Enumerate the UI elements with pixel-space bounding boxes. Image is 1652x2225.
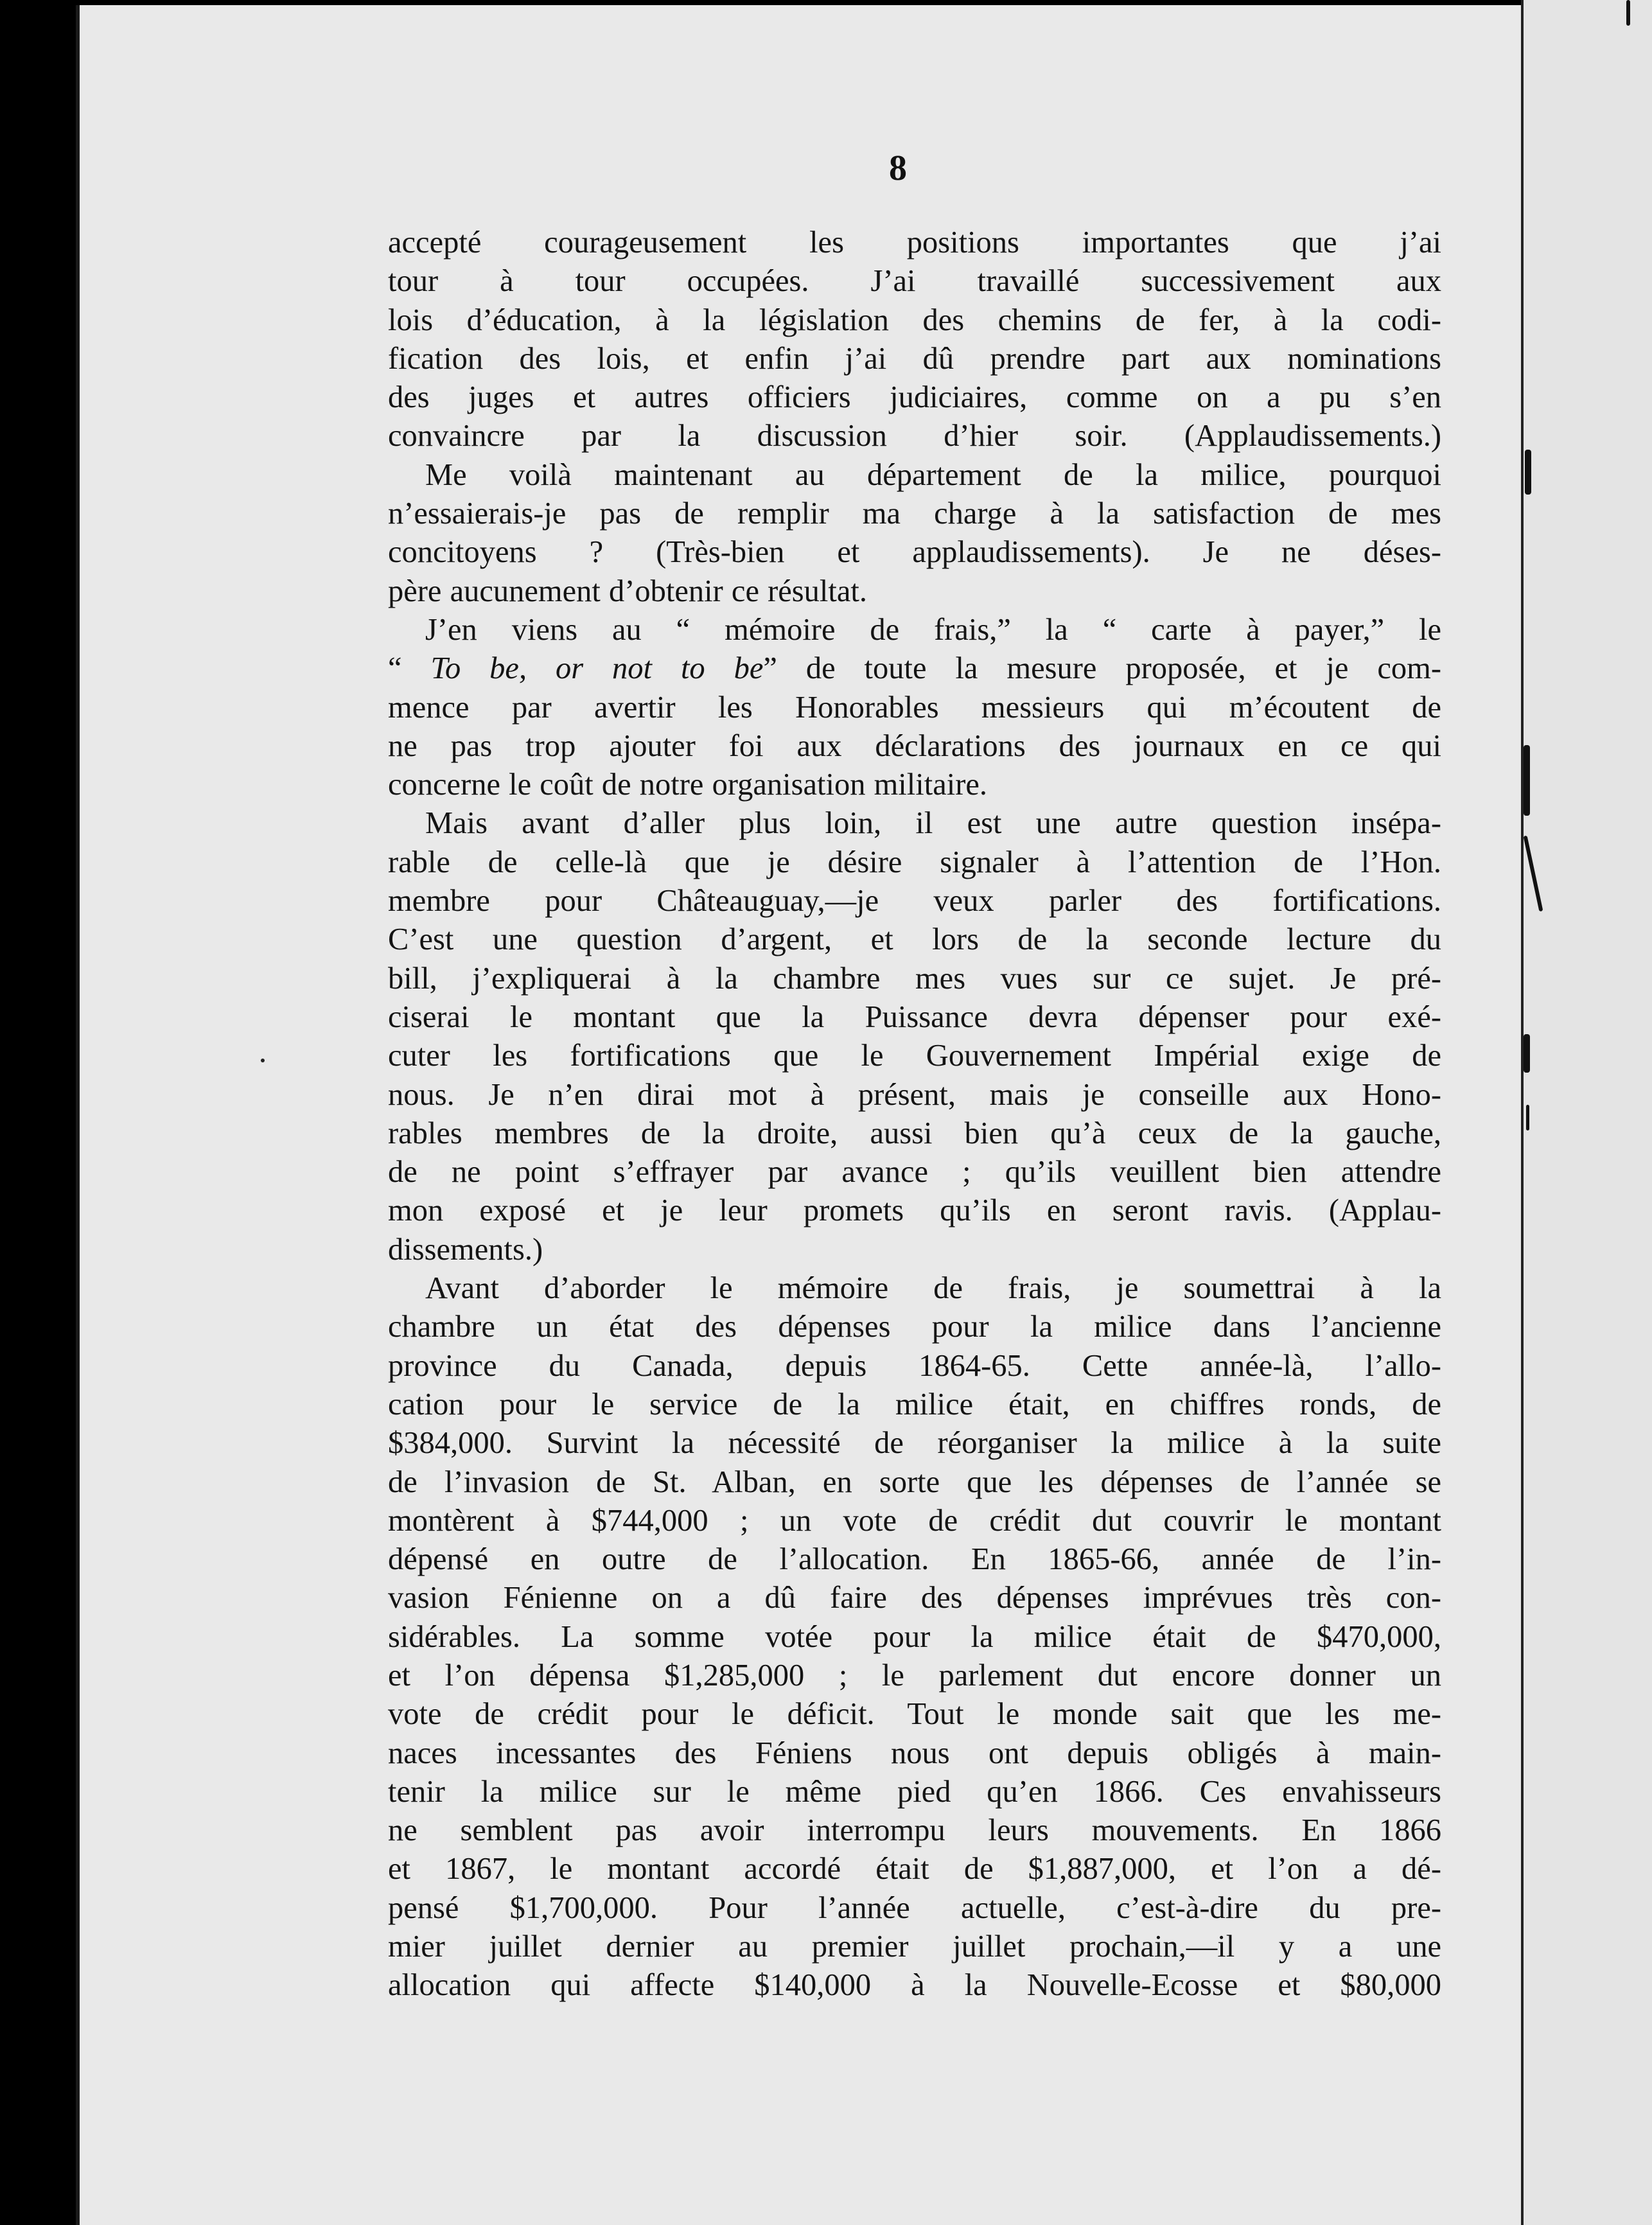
- text-line: cation pour le service de la milice était, en chiffres ronds, de: [388, 1387, 1441, 1421]
- text-line: Mais avant d’aller plus loin, il est une autre question insépa-: [425, 806, 1441, 841]
- binding-mark: [1524, 1034, 1530, 1073]
- binding-mark: [1525, 450, 1531, 495]
- text-line: et 1867, le montant accordé était de $1,887,000, et l’on a dé-: [388, 1852, 1441, 1886]
- text-line: de l’invasion de St. Alban, en sorte que les dépenses de l’année se: [388, 1464, 1441, 1499]
- text-line: ne pas trop ajouter foi aux déclarations des journaux en ce qui: [388, 728, 1441, 763]
- binding-mark: [1524, 836, 1543, 912]
- adjacent-page-edge: [1521, 0, 1652, 2225]
- text-line: concitoyens ? (Très-bien et applaudissements). Je ne déses-: [388, 535, 1441, 570]
- binding-mark: [1526, 1105, 1529, 1130]
- page-number: 8: [889, 148, 907, 188]
- stray-ink-dot: [261, 1059, 265, 1062]
- text-line: bill, j’expliquerai à la chambre mes vues sur ce sujet. Je pré-: [388, 961, 1441, 996]
- text-line: Me voilà maintenant au département de la milice, pourquoi: [425, 457, 1441, 492]
- text-line: mier juillet dernier au premier juillet prochain,—il y a une: [388, 1930, 1441, 1964]
- text-line: “ To be, or not to be” de toute la mesure proposée, et je com-: [388, 651, 1442, 686]
- text-line: vasion Fénienne on a dû faire des dépenses imprévues très con-: [388, 1581, 1441, 1615]
- body-text: [388, 224, 1441, 2005]
- text-line: vote de crédit pour le déficit. Tout le monde sait que les me-: [388, 1697, 1441, 1732]
- text-line: rables membres de la droite, aussi bien qu’à ceux de la gauche,: [388, 1116, 1441, 1150]
- text-line: pensé $1,700,000. Pour l’année actuelle, c’est-à-dire du pre-: [388, 1890, 1441, 1925]
- text-line: des juges et autres officiers judiciaires, comme on a pu s’en: [388, 380, 1441, 415]
- text-line: naces incessantes des Féniens nous ont depuis obligés à main-: [388, 1736, 1441, 1770]
- text-line: lois d’éducation, à la législation des chemins de fer, à la codi-: [388, 303, 1441, 337]
- text-line: dépensé en outre de l’allocation. En 1865-66, année de l’in-: [388, 1542, 1441, 1577]
- binding-mark: [1626, 0, 1630, 26]
- text-line: sidérables. La somme votée pour la milice était de $470,000,: [388, 1619, 1441, 1654]
- text-line: J’en viens au “ mémoire de frais,” la “ carte à payer,” le: [425, 612, 1441, 647]
- text-line: de ne point s’effrayer par avance ; qu’ils veuillent bien attendre: [388, 1155, 1441, 1190]
- text-line: Avant d’aborder le mémoire de frais, je soumettrai à la: [425, 1271, 1441, 1306]
- book-page: [76, 5, 1521, 2225]
- text-line: tour à tour occupées. J’ai travaillé successivement aux: [388, 264, 1441, 299]
- text-line: montèrent à $744,000 ; un vote de crédit dut couvrir le montant: [388, 1503, 1441, 1538]
- text-line: fication des lois, et enfin j’ai dû prendre part aux nominations: [388, 341, 1441, 376]
- text-line: tenir la milice sur le même pied qu’en 1866. Ces envahisseurs: [388, 1774, 1441, 1809]
- text-line: chambre un état des dépenses pour la milice dans l’ancienne: [388, 1310, 1441, 1344]
- italic-phrase: To be, or not to be: [430, 651, 764, 686]
- text-line: ciserai le montant que la Puissance devra dépenser pour exé-: [388, 999, 1441, 1034]
- binding-mark: [1524, 745, 1530, 816]
- text-line: père aucunement d’obtenir ce résultat.: [388, 574, 867, 608]
- text-line: rable de celle-là que je désire signaler à l’attention de l’Hon.: [388, 845, 1441, 879]
- text-line: nous. Je n’en dirai mot à présent, mais je conseille aux Hono-: [388, 1077, 1441, 1112]
- text-line: ne semblent pas avoir interrompu leurs mouvements. En 1866: [388, 1813, 1441, 1848]
- text-line: concerne le coût de notre organisation militaire.: [388, 768, 987, 802]
- text-line: mon exposé et je leur promets qu’ils en seront ravis. (Applau-: [388, 1193, 1441, 1228]
- text-line: membre pour Châteauguay,—je veux parler des fortifications.: [388, 884, 1441, 919]
- text-line: C’est une question d’argent, et lors de la seconde lecture du: [388, 922, 1441, 957]
- text-line: convaincre par la discussion d’hier soir. (Applaudissements.): [388, 419, 1441, 453]
- text-line: et l’on dépensa $1,285,000 ; le parlement dut encore donner un: [388, 1658, 1441, 1693]
- text-line: allocation qui affecte $140,000 à la Nouvelle-Ecosse et $80,000: [388, 1968, 1441, 2003]
- text-line: mence par avertir les Honorables messieurs qui m’écoutent de: [388, 690, 1441, 725]
- text-line: $384,000. Survint la nécessité de réorganiser la milice à la suite: [388, 1426, 1441, 1461]
- text-line: accepté courageusement les positions importantes que j’ai: [388, 225, 1441, 259]
- text-line: cuter les fortifications que le Gouvernement Impérial exige de: [388, 1039, 1441, 1073]
- text-line: n’essaierais-je pas de remplir ma charge à la satisfaction de mes: [388, 497, 1441, 531]
- text-line: dissements.): [388, 1232, 543, 1267]
- text-line: province du Canada, depuis 1864-65. Cette année-là, l’allo-: [388, 1348, 1441, 1383]
